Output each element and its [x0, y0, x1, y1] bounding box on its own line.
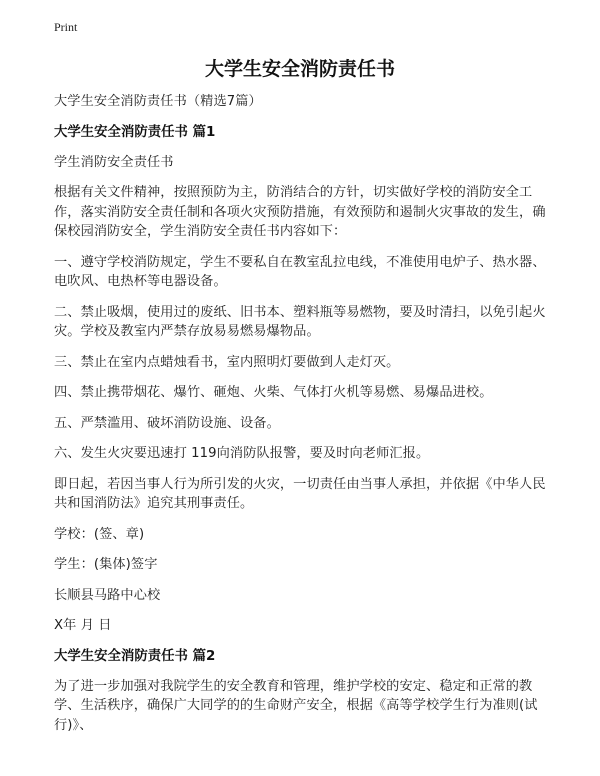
paragraph: 六、发生火灾要迅速打 119向消防队报警，要及时向老师汇报。: [54, 446, 430, 461]
section-heading-2: 大学生安全消防责任书 篇2: [54, 648, 216, 664]
paragraph: 五、严禁滥用、破坏消防设施、设备。: [54, 415, 280, 431]
paragraph: 学生消防安全责任书: [54, 154, 174, 170]
print-link[interactable]: Print: [54, 20, 78, 34]
paragraph: 二、禁止吸烟，使用过的废纸、旧书本、塑料瓶等易燃物，要及时清扫，以免引起火灾。学校及教室内严禁存放易易燃易爆物品。: [54, 304, 546, 339]
paragraph: 为了进一步加强对我院学生的安全教育和管理，维护学校的安定、稳定和正常的教学、生活秩序，确保广大同学的的生命财产安全，根据《高等学校学生行为准则(试行)》、: [54, 678, 538, 733]
paragraph: 即日起，若因当事人行为所引发的火灾，一切责任由当事人承担，并依据《中华人民共和国消防法》追究其刑事责任。: [54, 476, 546, 511]
paragraph: 四、禁止携带烟花、爆竹、砸炮、火柴、气体打火机等易燃、易爆品进校。: [54, 385, 493, 400]
signature-school: 学校：(签、章): [54, 526, 145, 542]
document-body: [54, 92, 552, 746]
date-line: X年 月 日: [54, 618, 112, 633]
document-subtitle: 大学生安全消防责任书（精选7篇）: [54, 94, 262, 109]
school-name: 长顺县马路中心校: [54, 587, 161, 603]
section-heading-1: 大学生安全消防责任书 篇1: [54, 124, 216, 140]
document-title: 大学生安全消防责任书: [204, 58, 395, 80]
paragraph: 三、禁止在室内点蜡烛看书，室内照明灯要做到人走灯灭。: [54, 354, 400, 370]
paragraph: 根据有关文件精神，按照预防为主，防消结合的方针，切实做好学校的消防安全工作，落实消防安全责任制和各项火灾预防措施，有效预防和遏制火灾事故的发生，确保校园消防安全，学生消防安全责任书内容如下：: [54, 185, 546, 239]
signature-student: 学生：(集体)签字: [54, 557, 158, 572]
paragraph: 一、遵守学校消防规定，学生不要私自在教室乱拉电线，不准使用电炉子、热水器、电吹风、电热杯等电器设备。: [54, 254, 546, 289]
